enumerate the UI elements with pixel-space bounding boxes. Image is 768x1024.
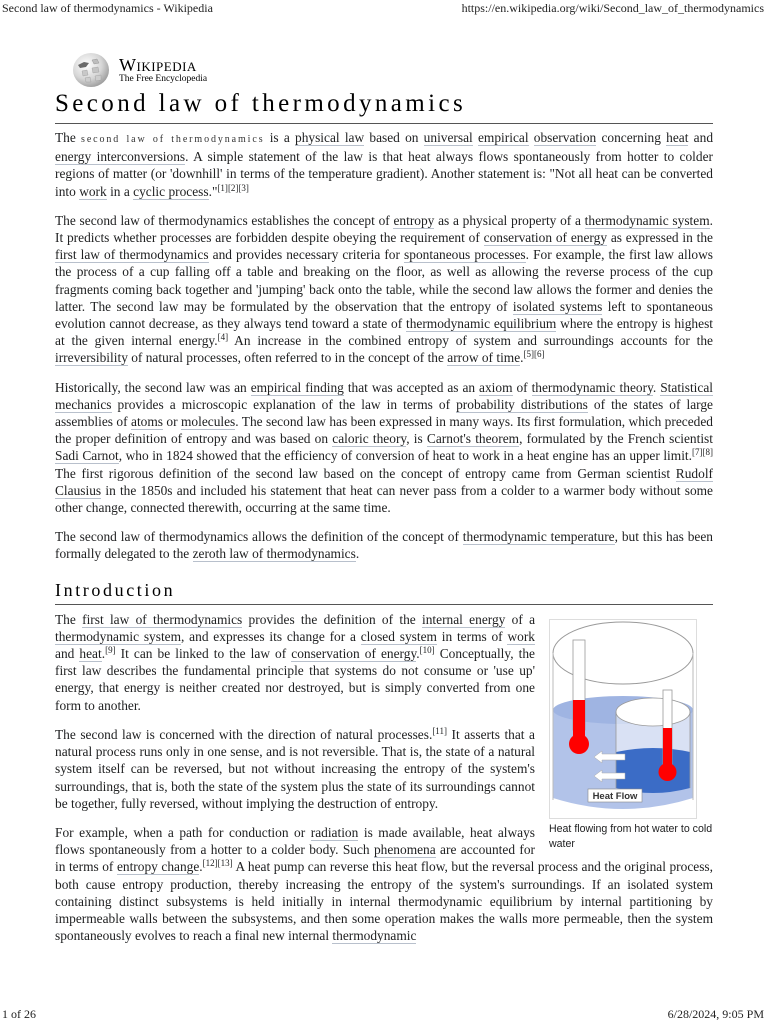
link-conservation-of-energy[interactable]: conservation of energy	[483, 230, 608, 246]
link-spontaneous-processes[interactable]: spontaneous processes	[404, 247, 526, 263]
link-probability-distributions[interactable]: probability distributions	[456, 396, 588, 412]
bold-term: second law of thermodynamics	[81, 134, 265, 145]
print-header	[0, 0, 768, 16]
link-thermodynamic-theory[interactable]: thermodynamic theory	[531, 379, 653, 395]
citation-2[interactable]: [2]	[227, 182, 239, 193]
link-observation[interactable]: observation	[533, 130, 597, 145]
link-thermodynamic[interactable]: thermodynamic	[332, 928, 417, 944]
link-work-2[interactable]: work	[507, 628, 535, 644]
print-datetime: 6/28/2024, 9:05 PM	[667, 1007, 764, 1021]
lead-paragraph-4: The second law of thermodynamics allows the definition of the concept of thermodynamic temperature, but this has been formally delegated to the zeroth law of thermodynamics.	[55, 529, 714, 562]
link-empirical[interactable]: empirical	[477, 130, 529, 145]
svg-text:Heat Flow: Heat Flow	[592, 790, 638, 802]
link-physical-law[interactable]: physical law	[295, 130, 365, 145]
intro-paragraph-1: The first law of thermodynamics provides the definition of the internal energy of a thermodynamic system, and expresses its change for a closed system in terms of work and heat.[9] It can be linked to the law of conservation of energy.[10] Conceptually, the first law describes the fundamental principle that systems do not consume or 'use up' energy, that energy is neither created nor destroyed, but is simply converted from one form to another.	[55, 611, 536, 713]
link-thermodynamic-system-2[interactable]: thermodynamic system	[55, 628, 182, 644]
citation-3[interactable]: [3]	[238, 182, 249, 193]
wikipedia-wordmark: Wikipedia	[119, 54, 197, 75]
link-closed-system[interactable]: closed system	[360, 628, 437, 644]
citation-6[interactable]: [6]	[534, 349, 545, 360]
introduction-section	[55, 611, 713, 945]
link-work[interactable]: work	[79, 183, 107, 199]
link-zeroth-law[interactable]: zeroth law of thermodynamics	[192, 546, 356, 562]
link-sadi-carnot[interactable]: Sadi Carnot	[55, 448, 119, 464]
link-universal[interactable]: universal	[423, 130, 473, 145]
link-isolated-systems[interactable]: isolated systems	[512, 298, 603, 314]
link-conservation-of-energy-2[interactable]: conservation of energy	[291, 646, 417, 662]
lead-paragraph-1: The second law of thermodynamics is a physical law based on universal empirical observation concerning heat and energy interconversions. A simple statement of the law is that heat always flows spontaneously from hotter to colder regions of matter (or 'downhill' in terms of the temperature gradient). Another statement is: "Not all heat can be converted into work in a cyclic process."[1][2][3]	[55, 130, 714, 199]
link-thermodynamic-equilibrium[interactable]: thermodynamic equilibrium	[405, 316, 557, 332]
intro-paragraph-2: The second law is concerned with the direction of natural processes.[11] It asserts that a natural process runs only in one sense, and is not reversible. That is, the state of a natural system itself can be reversed, but not without increasing the entropy of the system's surroundings, that is, both the state of the system plus the state of its surroundings cannot be together, fully reversed, without implying the destruction of entropy.	[55, 725, 535, 811]
link-first-law-of-thermodynamics[interactable]: first law of thermodynamics	[82, 611, 243, 627]
citation-10[interactable]: [10]	[419, 645, 435, 656]
link-heat-2[interactable]: heat	[79, 646, 102, 662]
page-title: Second law of thermodynamics	[55, 88, 713, 124]
intro-paragraph-3: For example, when a path for conduction or radiation is made available, heat always flows spontaneously from a hotter to a colder body. Such phenomena are accounted for in terms of entropy change.[12][13] A heat pump can reverse this heat flow, but the reversal process and the original process, both cause entropy production, thereby increasing the entropy of the system's surroundings. If an isolated system containing distinct subsystems is held initially in internal thermodynamic equilibrium by internal partitioning by impermeable walls between the subsystems, and then some operation makes the walls more permeable, then the system spontaneously evolves to reach a final new internal thermodynamic	[55, 824, 713, 944]
print-page-url: https://en.wikipedia.org/wiki/Second_law_of_thermodynamics	[461, 1, 764, 15]
citation-9[interactable]: [9]	[105, 645, 116, 656]
link-thermodynamic-system[interactable]: thermodynamic system	[584, 212, 710, 228]
citation-11[interactable]: [11]	[432, 725, 447, 736]
heat-flow-image[interactable]	[549, 619, 697, 819]
link-carnots-theorem[interactable]: Carnot's theorem	[426, 431, 520, 447]
print-page-title: Second law of thermodynamics - Wikipedia	[2, 1, 213, 15]
heat-flow-diagram-icon	[550, 620, 696, 818]
link-entropy-change[interactable]: entropy change	[116, 859, 200, 875]
citation-4[interactable]: [4]	[217, 332, 229, 343]
link-arrow-of-time[interactable]: arrow of time	[447, 350, 521, 366]
lead-paragraph-2: The second law of thermodynamics establishes the concept of entropy as a physical property of a thermodynamic system. It predicts whether processes are forbidden despite obeying the requirement of conservation of energy as expressed in the first law of thermodynamics and provides necessary criteria for spontaneous processes. For example, the first law allows the process of a cup falling off a table and breaking on the floor, as well as allowing the reverse process of the cup fragments coming back together and 'jumping' back onto the table, while the second law allows the former and denies the latter. The second law may be formulated by the observation that the entropy of isolated systems left to spontaneous evolution cannot decrease, as they always tend toward a state of thermodynamic equilibrium where the entropy is highest at the given internal energy.[4] An increase in the combined entropy of system and surroundings accounts for the irreversibility of natural processes, often referred to in the concept of the arrow of time.[5][6]	[55, 212, 714, 366]
citation-13[interactable]: [13]	[217, 858, 233, 869]
link-thermodynamic-temperature[interactable]: thermodynamic temperature	[462, 529, 615, 545]
link-phenomena[interactable]: phenomena	[373, 842, 436, 858]
citation-12[interactable]: [12]	[202, 858, 218, 869]
figure-caption: Heat flowing from hot water to cold water	[549, 822, 713, 850]
page-counter: 1 of 26	[2, 1007, 36, 1021]
link-atoms[interactable]: atoms	[131, 414, 163, 430]
link-cyclic-process[interactable]: cyclic process	[133, 183, 209, 199]
link-heat[interactable]: heat	[666, 130, 689, 145]
link-axiom[interactable]: axiom	[479, 379, 513, 395]
article-content	[55, 88, 713, 944]
citation-8[interactable]: [8]	[702, 447, 713, 458]
link-internal-energy[interactable]: internal energy	[422, 611, 506, 627]
link-energy-interconversions[interactable]: energy interconversions	[55, 149, 186, 165]
link-statistical-mechanics[interactable]: Statistical mechanics	[55, 379, 714, 412]
citation-1[interactable]: [1]	[217, 182, 228, 193]
link-caloric-theory[interactable]: caloric theory	[332, 431, 407, 447]
wikipedia-globe-icon	[70, 51, 112, 89]
link-entropy[interactable]: entropy	[393, 212, 435, 228]
citation-5[interactable]: [5]	[523, 349, 535, 360]
link-rudolf-clausius[interactable]: Rudolf Clausius	[55, 465, 713, 498]
lead-paragraph-3: Historically, the second law was an empirical finding that was accepted as an axiom of thermodynamic theory. Statistical mechanics provides a microscopic explanation of the law in terms of probability distributions of the states of large assemblies of atoms or molecules. The second law has been expressed in many ways. Its first formulation, which preceded the proper definition of entropy and was based on caloric theory, is Carnot's theorem, formulated by the French scientist Sadi Carnot, who in 1824 showed that the efficiency of conversion of heat to work in a heat engine has an upper limit.[7][8] The first rigorous definition of the second law based on the concept of entropy came from German scientist Rudolf Clausius in the 1850s and included his statement that heat can never pass from a colder to a warmer body without some other change, connected therewith, occurring at the same time.	[55, 379, 714, 516]
link-radiation[interactable]: radiation	[310, 824, 359, 840]
wikipedia-logo[interactable]	[70, 50, 207, 90]
citation-7[interactable]: [7]	[691, 447, 703, 458]
link-empirical-finding[interactable]: empirical finding	[250, 379, 344, 395]
link-first-law[interactable]: first law of thermodynamics	[55, 247, 209, 263]
wikipedia-tagline: The Free Encyclopedia	[119, 73, 208, 84]
figure-heat-flow	[545, 619, 715, 852]
section-heading-introduction: Introduction	[55, 578, 713, 605]
print-footer	[0, 1006, 768, 1024]
link-molecules[interactable]: molecules	[180, 414, 236, 430]
link-irreversibility[interactable]: irreversibility	[55, 350, 128, 366]
